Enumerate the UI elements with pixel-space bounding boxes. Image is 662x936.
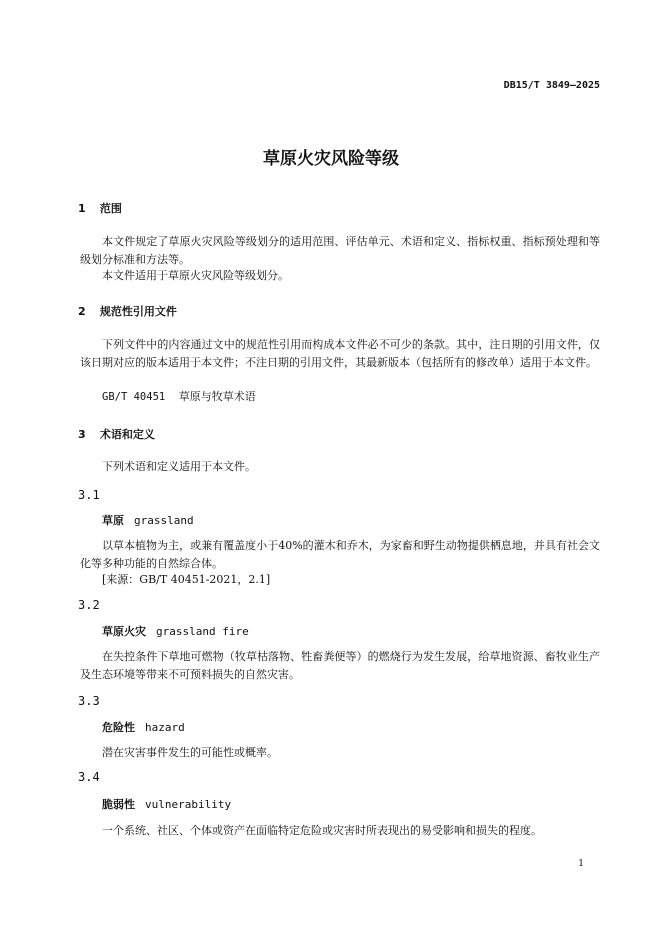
section-title: 范围	[99, 202, 122, 215]
references-paragraph: 下列文件中的内容通过文中的规范性引用而构成本文件必不可少的条款。其中，注日期的引用文件，仅该日期对应的版本适用于本文件；不注日期的引用文件，其最新版本（包括所有的修改单）适用于本文件。	[80, 338, 600, 369]
reference-entry	[102, 388, 256, 406]
term-en: hazard	[145, 721, 185, 734]
page-number: 1	[578, 859, 584, 869]
term-definition: 一个系统、社区、个体或资产在面临特定危险或灾害时所表现出的易受影响和损失的程度。	[102, 824, 542, 837]
section-number: 1	[78, 202, 86, 215]
term-heading	[102, 796, 231, 812]
section-heading-terms	[78, 426, 155, 442]
term-heading	[102, 719, 185, 735]
standard-code: DB15/T 3849—2025	[503, 80, 600, 91]
section-number: 2	[78, 305, 86, 318]
terms-intro: 下列术语和定义适用于本文件。	[102, 460, 256, 473]
term-number: 3.4	[78, 770, 100, 784]
term-en: grassland	[134, 514, 194, 527]
term-source: [来源：GB/T 40451-2021，2.1]	[102, 573, 271, 586]
term-zh: 草原	[102, 514, 124, 527]
term-heading	[102, 512, 194, 528]
section-title: 规范性引用文件	[99, 305, 177, 318]
section-heading-scope	[78, 200, 122, 216]
term-en: vulnerability	[145, 798, 232, 811]
section-number: 3	[78, 428, 86, 441]
term-number: 3.3	[78, 694, 100, 708]
term-zh: 危险性	[102, 721, 135, 734]
term-definition: 以草本植物为主，或兼有覆盖度小于40%的灌木和乔木，为家畜和野生动物提供栖息地，并具有社会文化等多种功能的自然综合体。	[80, 539, 600, 570]
term-definition: 潜在灾害事件发生的可能性或概率。	[102, 746, 278, 759]
term-zh: 草原火灾	[102, 625, 146, 638]
term-heading	[102, 623, 249, 639]
document-title: 草原火灾风险等级	[263, 149, 399, 169]
scope-applicability: 本文件适用于草原火灾风险等级划分。	[102, 269, 289, 282]
term-definition: 在失控条件下草地可燃物（牧草枯落物、牲畜粪便等）的燃烧行为发生发展，给草地资源、畜牧业生产及生态环境等带来不可预料损失的自然灾害。	[80, 650, 600, 681]
term-number: 3.1	[78, 488, 100, 502]
term-en: grassland fire	[156, 625, 249, 638]
section-title: 术语和定义	[99, 428, 155, 441]
scope-paragraph: 本文件规定了草原火灾风险等级划分的适用范围、评估单元、术语和定义、指标权重、指标预处理和等级划分标准和方法等。	[80, 235, 600, 266]
section-heading-normative-references	[78, 303, 177, 319]
term-number: 3.2	[78, 598, 100, 612]
reference-code: GB/T 40451	[102, 391, 166, 403]
reference-name: 草原与牧草术语	[178, 390, 256, 403]
term-zh: 脆弱性	[102, 798, 135, 811]
